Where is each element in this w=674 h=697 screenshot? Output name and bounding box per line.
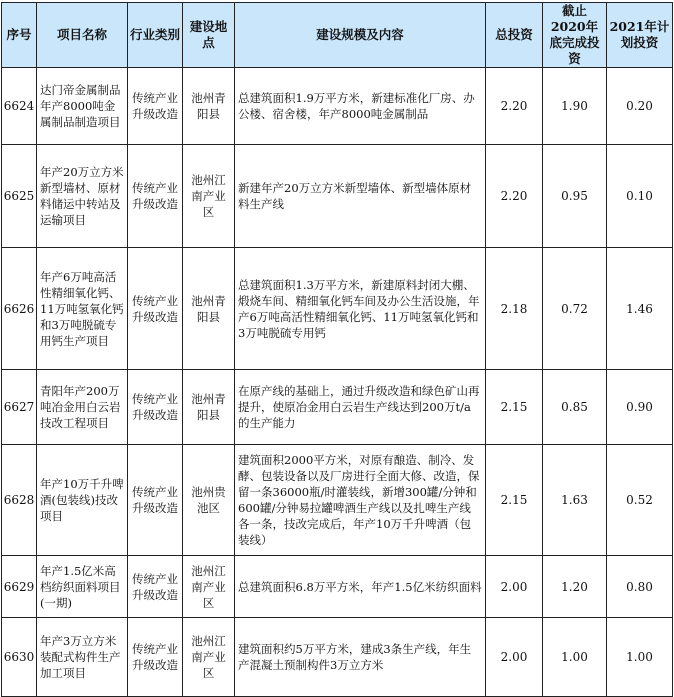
cell-completed: 0.72	[543, 248, 607, 370]
cell-plan: 0.52	[607, 445, 673, 556]
cell-location: 池州江南产业区	[183, 556, 235, 618]
cell-total: 2.00	[486, 618, 543, 697]
cell-completed: 0.85	[543, 370, 607, 445]
cell-completed: 1.90	[543, 68, 607, 145]
cell-total: 2.15	[486, 370, 543, 445]
table-row	[2, 556, 673, 618]
cell-name: 年产3万立方米装配式构件生产加工项目	[37, 618, 128, 697]
cell-name: 达门帝金属制品年产8000吨金属制品制造项目	[37, 68, 128, 145]
cell-location: 池州青阳县	[183, 248, 235, 370]
cell-plan: 0.80	[607, 556, 673, 618]
cell-completed: 1.63	[543, 445, 607, 556]
cell-total: 2.20	[486, 145, 543, 248]
cell-scope: 建筑面积约5万平方米，建成3条生产线，年生产混凝土预制构件3万立方米	[235, 618, 486, 697]
header-row	[2, 3, 673, 68]
cell-location: 池州青阳县	[183, 370, 235, 445]
header-plan: 2021年计划投资	[607, 3, 673, 68]
cell-plan: 0.20	[607, 68, 673, 145]
table-row	[2, 370, 673, 445]
header-scope: 建设规模及内容	[235, 3, 486, 68]
header-completed: 截止2020年底完成投资	[543, 3, 607, 68]
table-row	[2, 68, 673, 145]
header-total: 总投资	[486, 3, 543, 68]
cell-location: 池州江南产业区	[183, 145, 235, 248]
cell-scope: 总建筑面积1.3万平方米，新建原料封闭大棚、煅烧车间、精细氧化钙车间及办公生活设施，年产6万吨高活性精细氧化钙、11万吨氢氧化钙和3万吨脱硫专用钙	[235, 248, 486, 370]
cell-location: 池州贵池区	[183, 445, 235, 556]
cell-industry: 传统产业升级改造	[128, 556, 183, 618]
table-row	[2, 145, 673, 248]
cell-name: 青阳年产200万吨冶金用白云岩技改工程项目	[37, 370, 128, 445]
cell-scope: 总建筑面积6.8万平方米，年产1.5亿米纺织面料	[235, 556, 486, 618]
cell-plan: 0.90	[607, 370, 673, 445]
table-row	[2, 618, 673, 697]
header-location: 建设地点	[183, 3, 235, 68]
cell-industry: 传统产业升级改造	[128, 445, 183, 556]
cell-location: 池州青阳县	[183, 68, 235, 145]
project-table	[1, 2, 673, 697]
cell-name: 年产20万立方米新型墙材、原材料储运中转站及运输项目	[37, 145, 128, 248]
cell-seq: 6629	[2, 556, 37, 618]
cell-total: 2.20	[486, 68, 543, 145]
cell-location: 池州江南产业区	[183, 618, 235, 697]
cell-industry: 传统产业升级改造	[128, 68, 183, 145]
cell-total: 2.18	[486, 248, 543, 370]
cell-seq: 6628	[2, 445, 37, 556]
cell-total: 2.15	[486, 445, 543, 556]
cell-seq: 6627	[2, 370, 37, 445]
cell-completed: 0.95	[543, 145, 607, 248]
cell-completed: 1.00	[543, 618, 607, 697]
cell-scope: 在原产线的基础上，通过升级改造和绿色矿山再提升，使原冶金用白云岩生产线达到200万t/a的生产能力	[235, 370, 486, 445]
cell-seq: 6625	[2, 145, 37, 248]
cell-industry: 传统产业升级改造	[128, 618, 183, 697]
cell-scope: 建筑面积2000平方米，对原有酿造、制冷、发酵、包装设备以及厂房进行全面大修、改造，保留一条36000瓶/时灌装线，新增300罐/分钟和600罐/分钟易拉罐啤酒生产线以及扎啤生产线各一条，技改完成后，年产10万千升啤酒（包装线）	[235, 445, 486, 556]
cell-total: 2.00	[486, 556, 543, 618]
cell-name: 年产1.5亿米高档纺织面料项目(一期)	[37, 556, 128, 618]
table-row	[2, 248, 673, 370]
header-seq: 序号	[2, 3, 37, 68]
cell-industry: 传统产业升级改造	[128, 370, 183, 445]
cell-plan: 0.10	[607, 145, 673, 248]
header-name: 项目名称	[37, 3, 128, 68]
cell-seq: 6624	[2, 68, 37, 145]
cell-seq: 6630	[2, 618, 37, 697]
cell-industry: 传统产业升级改造	[128, 145, 183, 248]
cell-plan: 1.46	[607, 248, 673, 370]
cell-scope: 总建筑面积1.9万平方米，新建标准化厂房、办公楼、宿舍楼，年产8000吨金属制品	[235, 68, 486, 145]
cell-name: 年产10万千升啤酒(包装线)技改项目	[37, 445, 128, 556]
cell-plan: 1.00	[607, 618, 673, 697]
header-industry: 行业类别	[128, 3, 183, 68]
cell-completed: 1.20	[543, 556, 607, 618]
cell-scope: 新建年产20万立方米新型墙体、新型墙体原材料生产线	[235, 145, 486, 248]
table-row	[2, 445, 673, 556]
cell-industry: 传统产业升级改造	[128, 248, 183, 370]
cell-seq: 6626	[2, 248, 37, 370]
cell-name: 年产6万吨高活性精细氧化钙、11万吨氢氧化钙和3万吨脱硫专用钙生产项目	[37, 248, 128, 370]
